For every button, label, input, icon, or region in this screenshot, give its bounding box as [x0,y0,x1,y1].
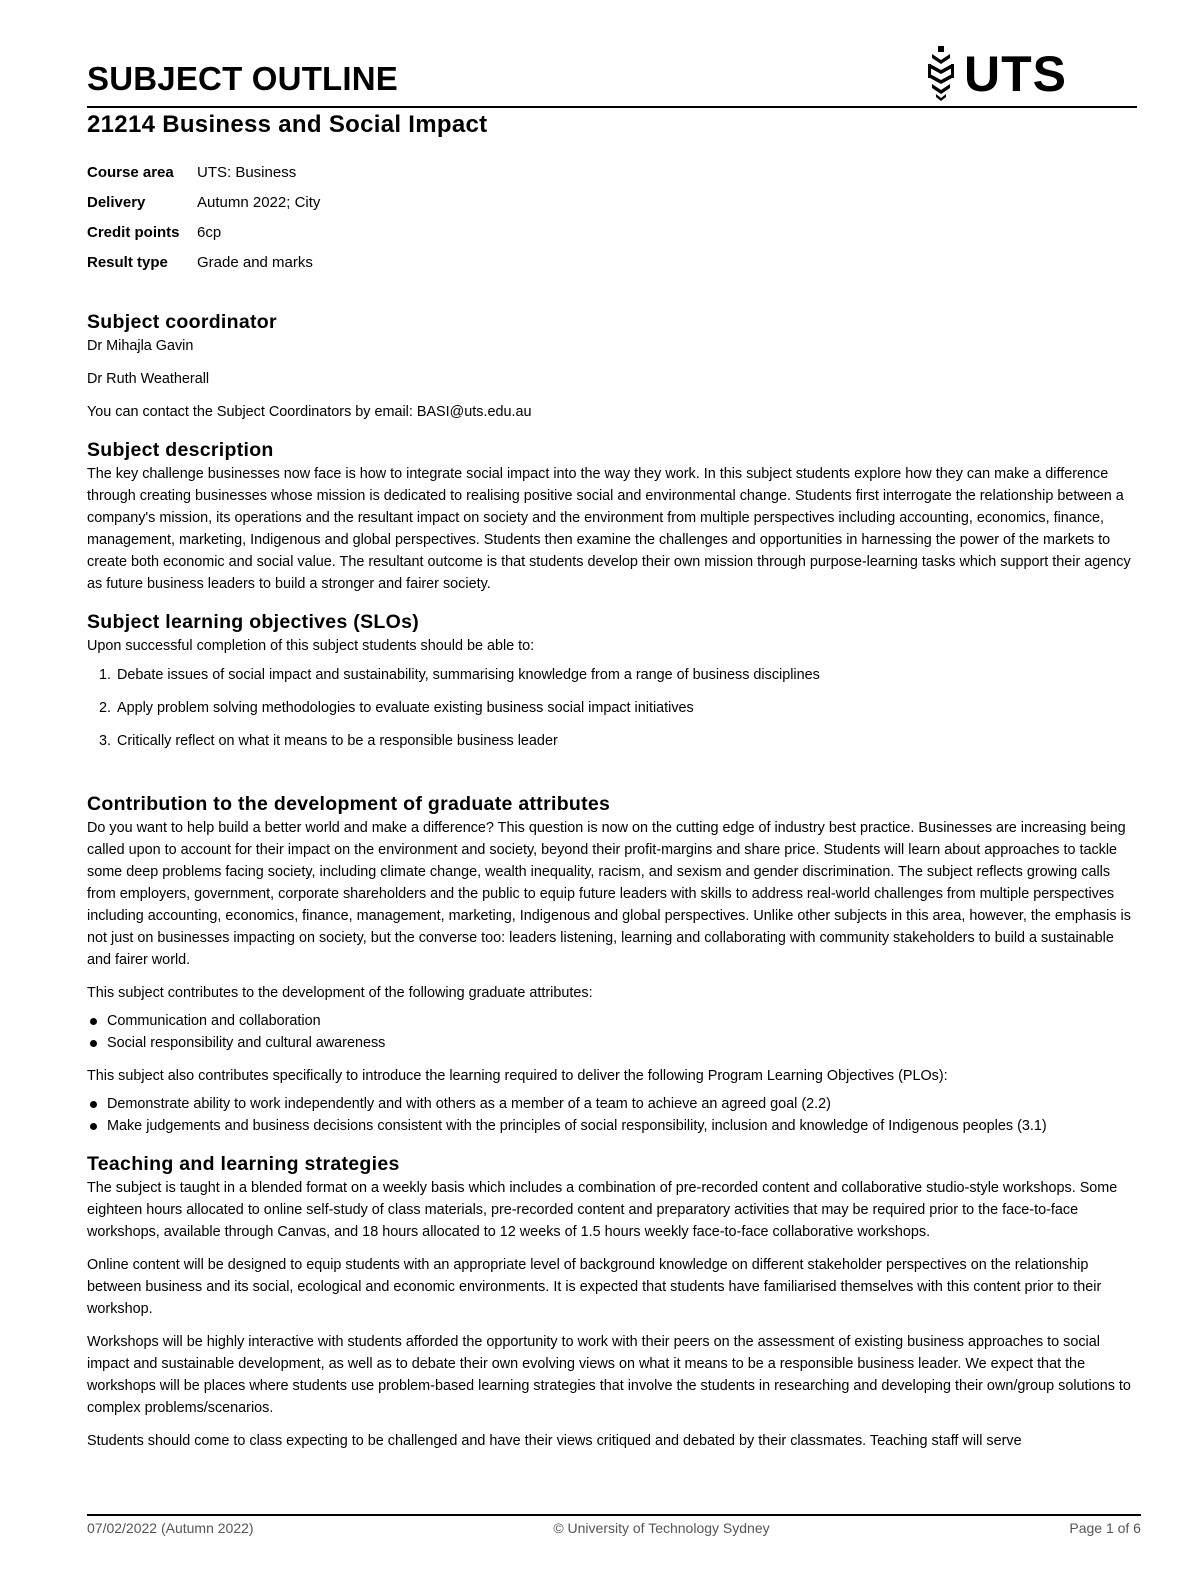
meta-row-course-area [87,164,320,194]
list-item [87,1093,1139,1115]
section-heading: Subject description [87,439,274,461]
list-text: Demonstrate ability to work independently and with others as a member of a team to achieve an agreed goal (2.2) [107,1096,831,1112]
footer-divider [87,1514,1141,1516]
meta-row-result-type [87,254,320,284]
meta-value: 6cp [197,224,222,241]
footer-date: 07/02/2022 (Autumn 2022) [87,1520,254,1536]
teaching-paragraph: Workshops will be highly interactive with students afforded the opportunity to work with their peers on the assessment of existing business approaches to social impact and sustainable development, as well as to debate their own evolving views on what it means to be a responsible business leader. We expect that the workshops will be places where students use problem-based learning strategies that involve the students in researching and developing their own/group solutions to complex problems/scenarios. [87,1334,1131,1416]
meta-row-credit-points [87,224,320,254]
uts-crest-icon [926,44,956,104]
meta-label: Course area [87,164,174,181]
list-text: Make judgements and business decisions consistent with the principles of social responsibility, inclusion and knowledge of Indigenous peoples (3.1) [107,1118,1047,1134]
meta-row-delivery [87,194,320,224]
section-learning-objectives [87,609,1139,752]
section-heading: Teaching and learning strategies [87,1153,400,1175]
attribute-list [87,1010,1139,1054]
list-item [87,697,1139,719]
bullet-icon [90,1123,97,1130]
bullet-icon [90,1101,97,1108]
bullet-icon [90,1018,97,1025]
section-heading: Contribution to the development of graduate attributes [87,793,611,815]
header-divider [87,106,1137,108]
meta-value: Grade and marks [197,254,313,271]
slo-list [87,664,1139,752]
list-item [87,1010,1139,1032]
footer-copyright: © University of Technology Sydney [553,1520,770,1536]
list-item [87,1032,1139,1054]
section-teaching-strategies [87,1151,1139,1452]
list-text: Critically reflect on what it means to be a responsible business leader [117,733,558,749]
section-subject-coordinator [87,309,1139,423]
section-graduate-attributes [87,791,1139,1137]
meta-label: Result type [87,254,168,271]
slo-intro: Upon successful completion of this subject students should be able to: [87,638,535,654]
section-heading: Subject coordinator [87,311,277,333]
plo-list [87,1093,1139,1137]
subject-meta [87,164,320,284]
bullet-icon [90,1040,97,1047]
coordinator-contact: You can contact the Subject Coordinators by email: BASI@uts.edu.au [87,404,532,420]
logo-wordmark: UTS [964,46,1067,102]
attributes-intro: This subject contributes to the development of the following graduate attributes: [87,985,593,1001]
list-item [87,664,1139,686]
list-number: 3. [98,733,111,749]
list-number: 1. [98,667,111,683]
meta-label: Credit points [87,224,180,241]
coordinator-name: Dr Ruth Weatherall [87,371,210,387]
teaching-paragraph: Students should come to class expecting to be challenged and have their views critiqued and debated by their classmates. Teaching staff will serve [87,1433,1022,1449]
list-number: 2. [98,700,111,716]
graduate-text: Do you want to help build a better world and make a difference? This question is now on the cutting edge of industry best practice. Businesses are increasing being called upon to account for their impact on the environment and society, beyond their profit-margins and share price. Students will learn about approaches to tackle some deep problems facing society, including climate change, wealth inequality, racism, and sexism and gender discrimination. The subject reflects growing calls from employers, government, corporate shareholders and the public to equip future leaders with skills to address real-world challenges from multiple perspectives including accounting, economics, finance, management, marketing, Indigenous and global perspectives. Unlike other subjects in this area, however, the emphasis is not just on businesses impacting on society, but the converse too: leaders listening, learning and collaborating with community stakeholders to build a sustainable and fairer world. [87,820,1131,968]
list-item [87,1115,1139,1137]
list-text: Social responsibility and cultural awareness [107,1035,386,1051]
description-text: The key challenge businesses now face is how to integrate social impact into the way they work. In this subject students explore how they can make a difference through creating businesses whose mission is dedicated to realising positive social and environmental change. Students first interrogate the relationship between a company's mission, its operations and the resultant impact on society and the environment from multiple perspectives including accounting, economics, finance, management, marketing, Indigenous and global perspectives. Students then examine the challenges and opportunities in harnessing the power of the markets to create both economic and social value. The resultant outcome is that students develop their own mission through purpose-learning tasks which support their agency as future business leaders to build a stronger and fairer society. [87,466,1131,592]
teaching-paragraph: Online content will be designed to equip students with an appropriate level of background knowledge on different stakeholder perspectives on the relationship between business and its social, ecological and economic environments. It is expected that students have familiarised themselves with this content prior to their workshop. [87,1257,1102,1317]
section-subject-description [87,437,1139,595]
teaching-paragraph: The subject is taught in a blended format on a weekly basis which includes a combination of pre-recorded content and collaborative studio-style workshops. Some eighteen hours allocated to online self-study of class materials, pre-recorded content and preparatory activities that may be required prior to the face-to-face workshops, available through Canvas, and 18 hours allocated to 12 weeks of 1.5 hours weekly face-to-face collaborative workshops. [87,1180,1118,1240]
section-heading: Subject learning objectives (SLOs) [87,611,420,633]
main-content [87,309,1139,1452]
uts-logo [926,44,1067,104]
list-text: Apply problem solving methodologies to evaluate existing business social impact initiatives [117,700,694,716]
footer-page-number: Page 1 of 6 [1069,1520,1141,1536]
list-text: Debate issues of social impact and sustainability, summarising knowledge from a range of business disciplines [117,667,820,683]
coordinator-name: Dr Mihajla Gavin [87,338,194,354]
plo-intro: This subject also contributes specifically to introduce the learning required to deliver the following Program Learning Objectives (PLOs): [87,1068,948,1084]
document-title: SUBJECT OUTLINE [87,60,399,97]
meta-label: Delivery [87,194,146,211]
page-footer [87,1520,1141,1536]
meta-value: Autumn 2022; City [197,194,321,211]
list-item [87,730,1139,752]
list-text: Communication and collaboration [107,1013,321,1029]
subject-title: 21214 Business and Social Impact [87,111,488,138]
meta-value: UTS: Business [197,164,297,181]
